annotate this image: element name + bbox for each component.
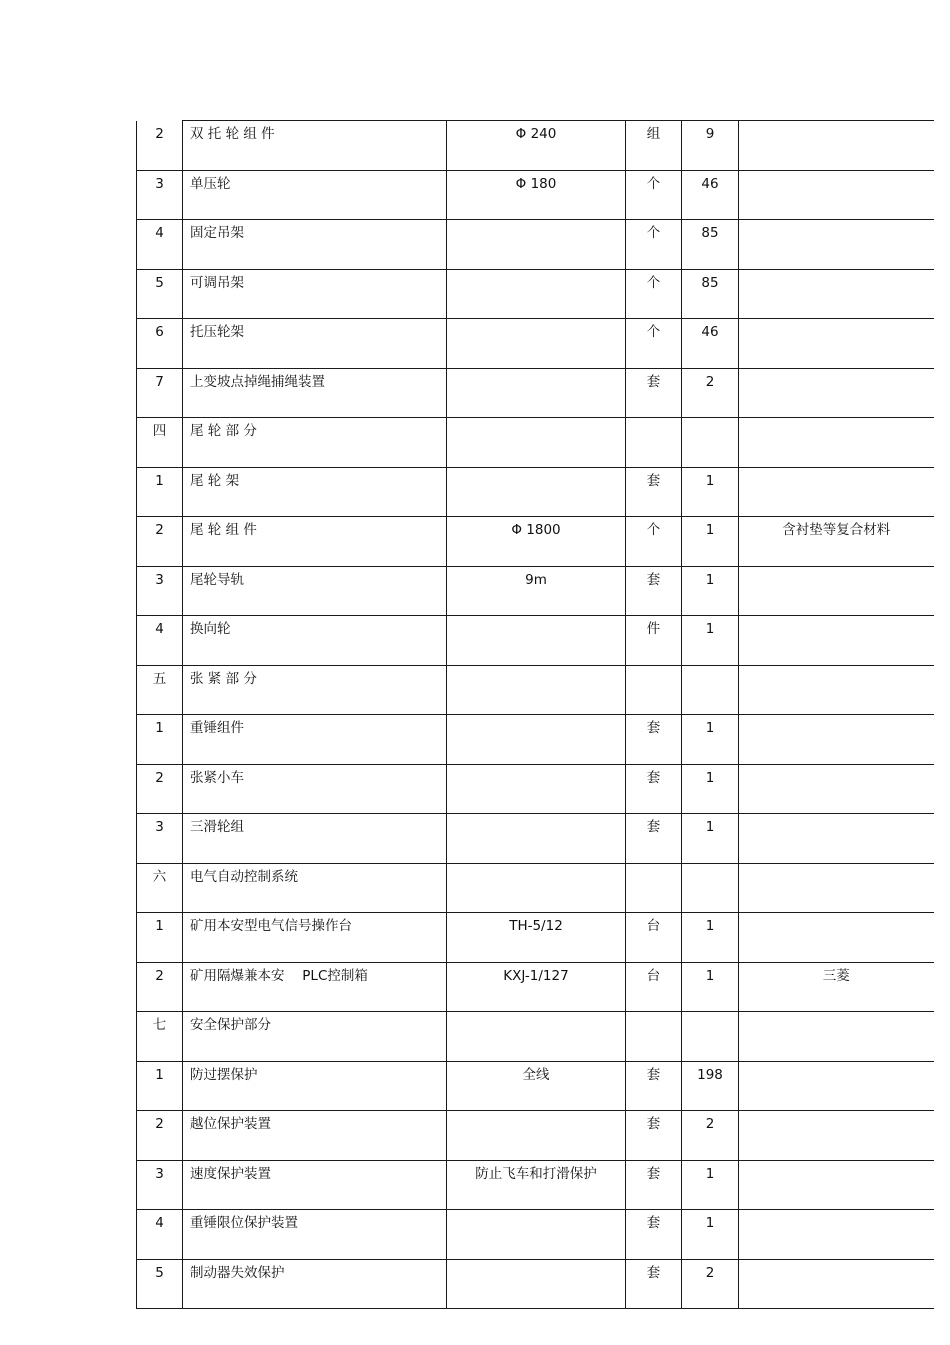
item-unit: 组 xyxy=(626,121,682,171)
item-note xyxy=(739,319,934,369)
item-unit: 套 xyxy=(626,1259,682,1309)
item-unit xyxy=(626,418,682,468)
item-unit xyxy=(626,863,682,913)
item-note xyxy=(739,715,934,765)
item-quantity: 85 xyxy=(682,220,739,270)
row-number: 4 xyxy=(137,220,183,270)
item-spec: 全线 xyxy=(447,1061,626,1111)
item-quantity: 1 xyxy=(682,616,739,666)
item-name: 单压轮 xyxy=(183,170,447,220)
row-number: 2 xyxy=(137,1111,183,1161)
item-quantity xyxy=(682,665,739,715)
item-spec xyxy=(447,1111,626,1161)
item-spec: Φ 240 xyxy=(447,121,626,171)
item-note xyxy=(739,1012,934,1062)
item-name: 越位保护装置 xyxy=(183,1111,447,1161)
item-note xyxy=(739,170,934,220)
item-quantity: 1 xyxy=(682,764,739,814)
item-note xyxy=(739,616,934,666)
row-number: 2 xyxy=(137,121,183,171)
table-row xyxy=(137,418,934,468)
item-spec: KXJ-1/127 xyxy=(447,962,626,1012)
item-unit: 套 xyxy=(626,1160,682,1210)
row-number: 2 xyxy=(137,962,183,1012)
item-name: 尾 轮 部 分 xyxy=(183,418,447,468)
item-name: 上变坡点掉绳捕绳装置 xyxy=(183,368,447,418)
item-note xyxy=(739,1111,934,1161)
item-unit: 套 xyxy=(626,764,682,814)
table-row xyxy=(137,517,934,567)
table-row xyxy=(137,269,934,319)
item-note xyxy=(739,121,934,171)
item-spec xyxy=(447,269,626,319)
item-unit: 套 xyxy=(626,368,682,418)
item-name: 可调吊架 xyxy=(183,269,447,319)
table-row xyxy=(137,764,934,814)
table-row xyxy=(137,220,934,270)
item-quantity: 1 xyxy=(682,1210,739,1260)
item-quantity: 2 xyxy=(682,1111,739,1161)
item-unit: 个 xyxy=(626,517,682,567)
item-quantity: 9 xyxy=(682,121,739,171)
table-row xyxy=(137,1210,934,1260)
item-unit: 台 xyxy=(626,913,682,963)
table-row xyxy=(137,1259,934,1309)
item-name: 尾轮导轨 xyxy=(183,566,447,616)
item-spec: 防止飞车和打滑保护 xyxy=(447,1160,626,1210)
row-number: 2 xyxy=(137,764,183,814)
row-number: 四 xyxy=(137,418,183,468)
row-number: 1 xyxy=(137,1061,183,1111)
item-name: 制动器失效保护 xyxy=(183,1259,447,1309)
item-note xyxy=(739,764,934,814)
item-note xyxy=(739,814,934,864)
item-spec xyxy=(447,814,626,864)
item-unit: 个 xyxy=(626,220,682,270)
item-unit xyxy=(626,1012,682,1062)
item-quantity xyxy=(682,1012,739,1062)
row-number: 1 xyxy=(137,715,183,765)
table-row xyxy=(137,467,934,517)
item-note xyxy=(739,220,934,270)
item-spec xyxy=(447,220,626,270)
row-number: 五 xyxy=(137,665,183,715)
table-row xyxy=(137,1111,934,1161)
item-name: 张紧小车 xyxy=(183,764,447,814)
row-number: 5 xyxy=(137,269,183,319)
item-note xyxy=(739,1160,934,1210)
row-number: 1 xyxy=(137,467,183,517)
item-spec: 9m xyxy=(447,566,626,616)
item-name: 托压轮架 xyxy=(183,319,447,369)
table-row xyxy=(137,863,934,913)
item-name: 三滑轮组 xyxy=(183,814,447,864)
table-row xyxy=(137,616,934,666)
item-unit: 套 xyxy=(626,814,682,864)
item-spec xyxy=(447,368,626,418)
item-unit: 套 xyxy=(626,1111,682,1161)
row-number: 3 xyxy=(137,170,183,220)
item-quantity: 2 xyxy=(682,368,739,418)
item-spec xyxy=(447,1259,626,1309)
table-row xyxy=(137,1012,934,1062)
table-row xyxy=(137,1160,934,1210)
item-note: 三菱 xyxy=(739,962,934,1012)
item-name: 重锤组件 xyxy=(183,715,447,765)
item-unit xyxy=(626,665,682,715)
item-name: 张 紧 部 分 xyxy=(183,665,447,715)
table-row xyxy=(137,913,934,963)
item-name: 电气自动控制系统 xyxy=(183,863,447,913)
table-row xyxy=(137,566,934,616)
item-spec xyxy=(447,418,626,468)
item-quantity xyxy=(682,863,739,913)
item-spec xyxy=(447,764,626,814)
item-quantity xyxy=(682,418,739,468)
item-name: 安全保护部分 xyxy=(183,1012,447,1062)
equipment-table xyxy=(136,120,934,1309)
item-quantity: 46 xyxy=(682,170,739,220)
item-name: 速度保护装置 xyxy=(183,1160,447,1210)
item-spec: Φ 180 xyxy=(447,170,626,220)
item-quantity: 1 xyxy=(682,517,739,567)
item-name: 换向轮 xyxy=(183,616,447,666)
row-number: 6 xyxy=(137,319,183,369)
item-quantity: 85 xyxy=(682,269,739,319)
item-spec xyxy=(447,319,626,369)
row-number: 4 xyxy=(137,1210,183,1260)
item-quantity: 1 xyxy=(682,1160,739,1210)
item-note xyxy=(739,1210,934,1260)
item-note xyxy=(739,269,934,319)
item-note xyxy=(739,467,934,517)
item-spec xyxy=(447,1210,626,1260)
row-number: 2 xyxy=(137,517,183,567)
item-note xyxy=(739,665,934,715)
item-note xyxy=(739,1259,934,1309)
item-unit: 个 xyxy=(626,269,682,319)
item-name: 尾 轮 组 件 xyxy=(183,517,447,567)
item-spec: Φ 1800 xyxy=(447,517,626,567)
item-quantity: 1 xyxy=(682,814,739,864)
table-row xyxy=(137,814,934,864)
table-row xyxy=(137,962,934,1012)
table-row xyxy=(137,665,934,715)
item-name: 防过摆保护 xyxy=(183,1061,447,1111)
table-row xyxy=(137,715,934,765)
item-unit: 套 xyxy=(626,1210,682,1260)
row-number: 七 xyxy=(137,1012,183,1062)
row-number: 1 xyxy=(137,913,183,963)
row-number: 3 xyxy=(137,1160,183,1210)
item-unit: 套 xyxy=(626,1061,682,1111)
item-unit: 套 xyxy=(626,715,682,765)
item-unit: 个 xyxy=(626,170,682,220)
row-number: 7 xyxy=(137,368,183,418)
item-unit: 台 xyxy=(626,962,682,1012)
item-note xyxy=(739,1061,934,1111)
table-body xyxy=(137,121,934,1309)
item-quantity: 1 xyxy=(682,962,739,1012)
row-number: 5 xyxy=(137,1259,183,1309)
item-unit: 个 xyxy=(626,319,682,369)
table-row xyxy=(137,170,934,220)
row-number: 3 xyxy=(137,814,183,864)
table-row xyxy=(137,368,934,418)
item-note xyxy=(739,863,934,913)
item-quantity: 1 xyxy=(682,566,739,616)
item-spec xyxy=(447,715,626,765)
item-spec xyxy=(447,616,626,666)
item-name: 矿用本安型电气信号操作台 xyxy=(183,913,447,963)
table-row xyxy=(137,121,934,171)
item-quantity: 2 xyxy=(682,1259,739,1309)
row-number: 4 xyxy=(137,616,183,666)
item-unit: 件 xyxy=(626,616,682,666)
item-spec xyxy=(447,467,626,517)
table-row xyxy=(137,1061,934,1111)
item-note: 含衬垫等复合材料 xyxy=(739,517,934,567)
item-note xyxy=(739,418,934,468)
item-quantity: 1 xyxy=(682,715,739,765)
table-row xyxy=(137,319,934,369)
row-number: 3 xyxy=(137,566,183,616)
item-quantity: 1 xyxy=(682,467,739,517)
item-note xyxy=(739,566,934,616)
item-unit: 套 xyxy=(626,566,682,616)
item-spec xyxy=(447,863,626,913)
item-unit: 套 xyxy=(626,467,682,517)
item-name: 双 托 轮 组 件 xyxy=(183,121,447,171)
item-quantity: 198 xyxy=(682,1061,739,1111)
item-spec: TH-5/12 xyxy=(447,913,626,963)
item-note xyxy=(739,913,934,963)
item-name: 固定吊架 xyxy=(183,220,447,270)
item-quantity: 46 xyxy=(682,319,739,369)
item-name: 矿用隔爆兼本安 PLC控制箱 xyxy=(183,962,447,1012)
item-quantity: 1 xyxy=(682,913,739,963)
row-number: 六 xyxy=(137,863,183,913)
item-name: 尾 轮 架 xyxy=(183,467,447,517)
item-note xyxy=(739,368,934,418)
item-spec xyxy=(447,1012,626,1062)
item-spec xyxy=(447,665,626,715)
item-name: 重锤限位保护装置 xyxy=(183,1210,447,1260)
